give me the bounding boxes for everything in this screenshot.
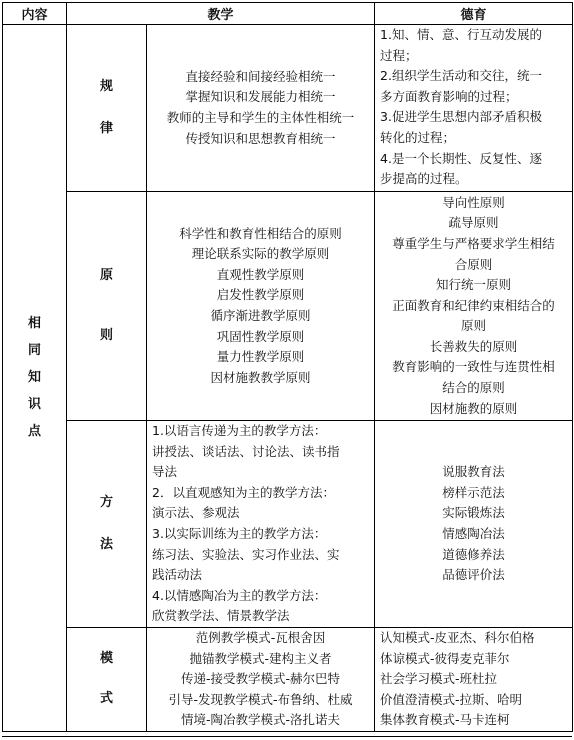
methods-teaching-line: 4.以情感陶冶为主的教学方法： xyxy=(152,587,327,603)
modes-teaching-line: 传递-接受教学模式-赫尔巴特 xyxy=(180,671,341,687)
laws-moral-line: 过程； xyxy=(380,47,418,63)
row-laws xyxy=(3,25,573,192)
methods-teaching-cell xyxy=(147,421,375,628)
section-char: 法 xyxy=(99,536,113,552)
header-row xyxy=(3,3,573,25)
principles-teaching-line: 理论联系实际的教学原则 xyxy=(191,246,330,262)
table-bottom-edge xyxy=(2,736,572,740)
category-char: 点 xyxy=(27,424,41,440)
section-char: 模 xyxy=(99,651,113,667)
section-char: 则 xyxy=(99,328,113,343)
methods-teaching-line: 讲授法、谈话法、讨论法、读书指 xyxy=(152,443,340,459)
modes-moral-line: 认知模式-皮亚杰、科尔伯格 xyxy=(380,629,535,645)
principles-moral-line: 知行统一原则 xyxy=(436,277,512,293)
principles-teaching-line: 直观性教学原则 xyxy=(216,266,305,282)
methods-teaching-line: 练习法、实验法、实习作业法、实 xyxy=(152,546,340,562)
category-char: 识 xyxy=(27,397,41,413)
modes-moral-cell xyxy=(375,627,573,731)
modes-teaching-line: 引导-发现教学模式-布鲁纳、杜威 xyxy=(168,691,353,707)
section-char: 原 xyxy=(99,268,113,283)
row-modes xyxy=(3,627,573,731)
modes-teaching-line: 情境-陶冶教学模式-洛扎诺夫 xyxy=(180,712,341,728)
category-char: 相 xyxy=(27,316,41,332)
laws-moral-line: 1.知、情、意、行互动发展的 xyxy=(380,27,542,42)
methods-moral-line: 榜样示范法 xyxy=(442,484,505,500)
principles-moral-line: 正面教育和纪律约束相结合的 xyxy=(392,297,555,313)
header-moral: 德育 xyxy=(375,3,573,25)
principles-moral-cell xyxy=(375,192,573,421)
section-laws-name xyxy=(67,25,147,192)
laws-moral-line: 转化的过程； xyxy=(380,129,456,145)
laws-teaching-line: 教师的主导和学生的主体性相统一 xyxy=(166,110,355,125)
principles-moral-line: 教育影响的一致性与连贯性相 xyxy=(392,359,555,375)
row-methods xyxy=(3,421,573,628)
comparison-table xyxy=(2,2,573,732)
header-teaching: 教学 xyxy=(67,3,375,25)
methods-teaching-line: 3.以实际训练为主的教学方法： xyxy=(152,525,327,541)
category-char: 知 xyxy=(27,370,41,386)
principles-moral-line: 原则 xyxy=(461,318,487,334)
methods-teaching-line: 欣赏教学法、情景教学法 xyxy=(152,608,290,624)
methods-teaching-line: 践活动法 xyxy=(152,567,203,583)
principles-moral-line: 疏导原则 xyxy=(448,215,499,231)
methods-moral-line: 品德评价法 xyxy=(442,567,505,583)
section-methods-name xyxy=(67,421,147,628)
section-modes-name xyxy=(67,627,147,731)
principles-teaching-line: 巩固性教学原则 xyxy=(216,328,305,344)
modes-moral-line: 集体教育模式-马卡连柯 xyxy=(380,712,510,728)
methods-teaching-line: 导法 xyxy=(152,464,178,480)
principles-teaching-line: 启发性教学原则 xyxy=(216,287,305,303)
header-content: 内容 xyxy=(3,3,67,25)
laws-teaching-line: 传授知识和思想教育相统一 xyxy=(185,130,336,146)
methods-moral-line: 说服教育法 xyxy=(442,464,505,480)
principles-moral-line: 导向性原则 xyxy=(442,194,505,210)
laws-teaching-line: 掌握知识和发展能力相统一 xyxy=(185,89,336,105)
principles-teaching-line: 因材施教教学原则 xyxy=(210,369,311,385)
laws-moral-line: 2.组织学生活动和交往，统一 xyxy=(380,68,542,84)
laws-moral-cell xyxy=(375,25,573,192)
methods-teaching-line: 2．以直观感知为主的教学方法： xyxy=(152,484,335,500)
methods-teaching-line: 演示法、参观法 xyxy=(152,505,240,521)
methods-moral-line: 实际锻炼法 xyxy=(442,505,505,521)
principles-moral-line: 结合的原则 xyxy=(442,380,505,396)
principles-moral-line: 长善救失的原则 xyxy=(429,338,518,354)
modes-moral-line: 体谅模式-彼得麦克菲尔 xyxy=(380,650,510,666)
principles-teaching-cell xyxy=(147,192,375,421)
principles-moral-line: 尊重学生与严格要求学生相结 xyxy=(392,235,555,251)
laws-moral-line: 4.是一个长期性、反复性、逐 xyxy=(380,150,542,166)
principles-teaching-line: 科学性和教育性相结合的原则 xyxy=(179,225,342,241)
section-char: 式 xyxy=(99,691,113,707)
modes-teaching-cell xyxy=(147,627,375,731)
principles-teaching-line: 循序渐进教学原则 xyxy=(210,308,311,323)
methods-teaching-line: 1.以语言传递为主的教学方法： xyxy=(152,423,327,438)
principles-moral-line: 因材施教的原则 xyxy=(429,400,518,416)
section-char: 方 xyxy=(99,494,113,510)
section-char: 规 xyxy=(99,79,113,94)
row-principles xyxy=(3,192,573,421)
laws-moral-line: 多方面教育影响的过程； xyxy=(380,88,518,104)
category-char: 同 xyxy=(27,343,41,359)
category-cell xyxy=(3,25,67,732)
methods-moral-line: 情感陶冶法 xyxy=(442,525,505,541)
modes-teaching-line: 抛锚教学模式-建构主义者 xyxy=(189,650,332,666)
laws-teaching-cell xyxy=(147,25,375,192)
modes-moral-line: 价值澄清模式-拉斯、哈明 xyxy=(380,691,523,707)
category-label xyxy=(3,310,66,445)
section-char: 律 xyxy=(99,121,113,136)
principles-moral-line: 合原则 xyxy=(454,256,493,272)
methods-moral-cell xyxy=(375,421,573,628)
laws-teaching-line: 直接经验和间接经验相统一 xyxy=(185,68,336,84)
principles-teaching-line: 量力性教学原则 xyxy=(216,349,305,365)
methods-moral-line: 道德修养法 xyxy=(442,546,505,562)
section-principles-name xyxy=(67,192,147,421)
modes-moral-line: 社会学习模式-班杜拉 xyxy=(380,671,498,687)
modes-teaching-line: 范例教学模式-瓦根舍因 xyxy=(195,629,326,645)
laws-moral-line: 3.促进学生思想内部矛盾积极 xyxy=(380,109,542,125)
laws-moral-line: 步提高的过程。 xyxy=(380,171,468,187)
